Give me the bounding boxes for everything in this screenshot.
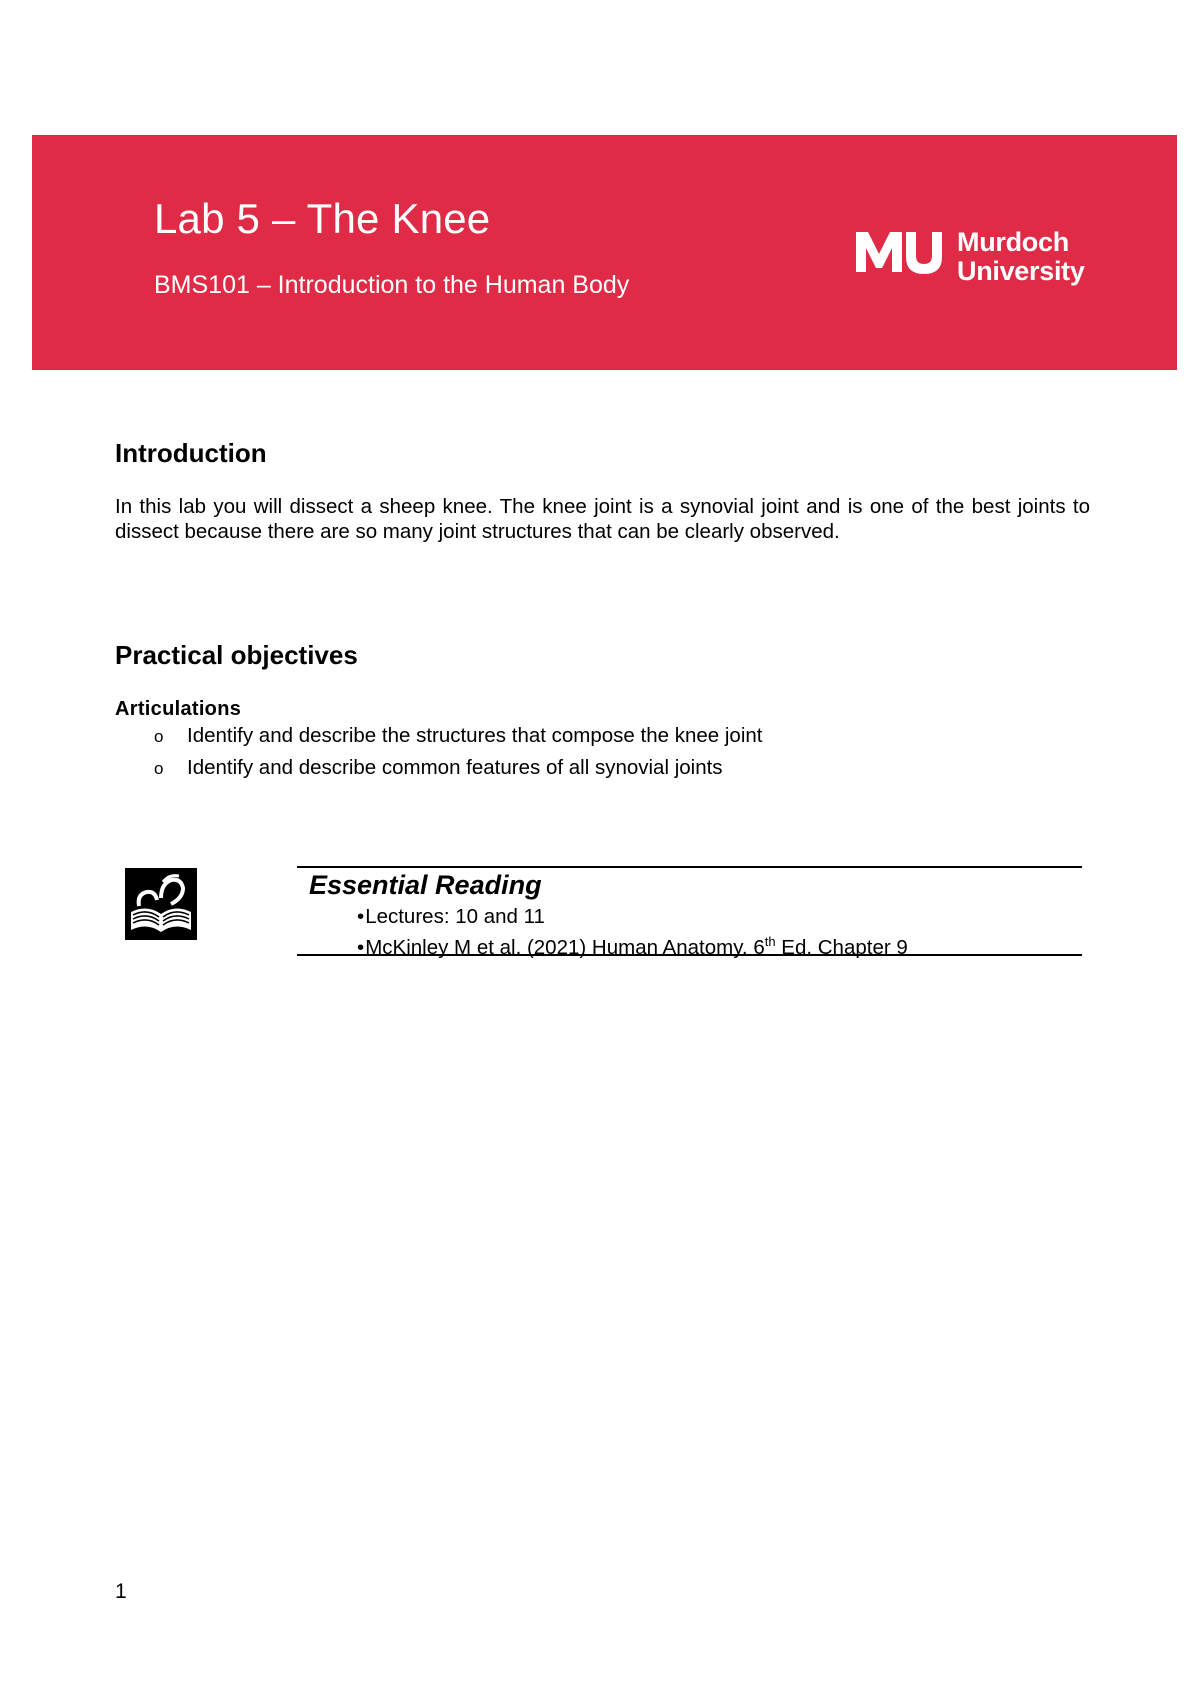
- reading-list: [357, 904, 908, 960]
- course-subtitle: BMS101 – Introduction to the Human Body: [154, 271, 630, 299]
- murdoch-university-logo: [854, 228, 1114, 288]
- book-icon: [125, 868, 197, 940]
- document-title: Lab 5 – The Knee: [154, 195, 491, 242]
- bullet-marker: o: [154, 759, 164, 778]
- logo-line-2: University: [957, 256, 1085, 286]
- objectives-list: [150, 722, 762, 786]
- mu-logo-icon: [854, 228, 946, 276]
- objective-text: Identify and describe common features of all synovial joints: [187, 756, 723, 779]
- objectives-heading: Practical objectives: [115, 640, 358, 670]
- essential-reading-title: Essential Reading: [309, 870, 542, 900]
- reading-item-text: McKinley M et al. (2021) Human Anatomy. 6: [365, 935, 765, 959]
- list-item: [150, 754, 762, 786]
- logo-line-1: Murdoch: [957, 227, 1069, 257]
- list-item: [357, 929, 908, 960]
- superscript: th: [764, 934, 776, 949]
- reading-item-text-end: Ed. Chapter 9: [775, 935, 908, 959]
- header-banner: [32, 135, 1177, 370]
- introduction-heading: Introduction: [115, 438, 267, 468]
- bullet-marker: o: [154, 727, 164, 746]
- page-number: 1: [115, 1580, 127, 1603]
- introduction-text: In this lab you will dissect a sheep knee. The knee joint is a synovial joint and is one of the best joints to dissect because there are so many joint structures that can be clearly observed.: [115, 495, 1090, 543]
- list-item: [150, 722, 762, 754]
- list-item: [357, 904, 908, 929]
- logo-wordmark: [957, 228, 1085, 286]
- essential-reading-box: [297, 866, 1082, 959]
- objective-text: Identify and describe the structures that compose the knee joint: [187, 724, 763, 747]
- reading-item-text: Lectures: 10 and 11: [365, 905, 545, 928]
- articulations-subheading: Articulations: [115, 698, 242, 720]
